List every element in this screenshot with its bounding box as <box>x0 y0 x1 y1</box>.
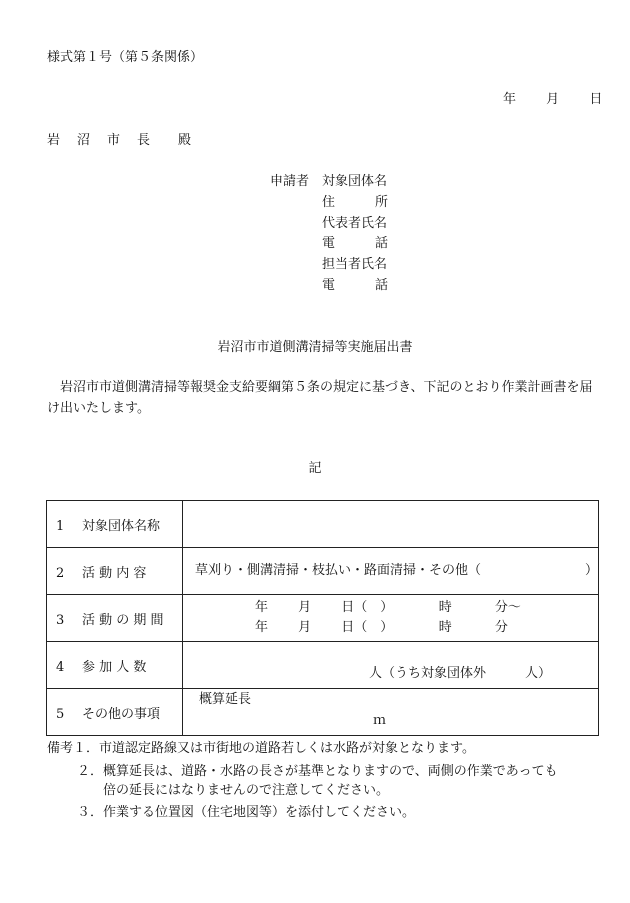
table-row <box>47 548 599 595</box>
activity-content-cell[interactable] <box>183 548 599 595</box>
applicant-field-phone-2 <box>322 278 388 299</box>
applicant-label: 申請者 <box>270 174 310 189</box>
row-number: 2 <box>56 565 65 581</box>
phone2-char-1: 電 <box>322 277 336 293</box>
applicant-field-phone-1 <box>322 236 388 257</box>
application-table <box>46 500 599 736</box>
other-unit: ｍ <box>373 713 387 728</box>
row-label-participants <box>47 642 183 689</box>
document-body: 岩沼市市道側溝清掃等報奨金支給要綱第５条の規定に基づき、下記のとおり作業計画書を届け出いたします。 <box>47 380 593 416</box>
row-label-text: 参 加 人 数 <box>82 659 147 675</box>
addressee <box>47 133 193 149</box>
applicant-field-org-name: 対象団体名 <box>322 174 388 189</box>
addressee-name: 岩 沼 市 長 <box>47 133 153 148</box>
row-label-text: 活 動 の 期 間 <box>82 612 164 628</box>
table-row <box>47 642 599 689</box>
org-name-cell[interactable] <box>183 501 599 548</box>
form-number: 様式第１号（第５条関係） <box>47 50 204 65</box>
row-label-other <box>47 689 183 736</box>
applicant-field-representative: 代表者氏名 <box>322 215 388 231</box>
row-number: 4 <box>56 659 65 675</box>
date-month: 月 <box>546 92 560 107</box>
note-3: ３．作業する位置図（住宅地図等）を添付してください。 <box>77 805 416 820</box>
addressee-suffix: 殿 <box>178 133 194 148</box>
period-end: 年 月 日（ ） 時 分 <box>255 620 508 635</box>
other-cell[interactable] <box>183 689 599 736</box>
row-number: 5 <box>56 706 65 722</box>
date-year: 年 <box>503 92 517 107</box>
date-line <box>503 92 602 108</box>
note-2-cont: 倍の延長にはなりませんので注意してください。 <box>103 783 390 798</box>
row-label-text: その他の事項 <box>82 706 161 722</box>
applicant-fields <box>322 174 388 299</box>
activity-content: 草刈り・側溝清掃・枝払い・路面清掃・その他（ ） <box>195 563 599 578</box>
table-row <box>47 595 599 642</box>
address-char-1: 住 <box>322 194 336 210</box>
participants-cell[interactable] <box>183 642 599 689</box>
phone1-char-1: 電 <box>322 236 336 252</box>
note-2: ２．概算延長は、道路・水路の長さが基準となりますので、両側の作業であっても <box>77 764 558 779</box>
phone1-char-2: 話 <box>374 236 388 252</box>
row-number: 3 <box>56 612 65 628</box>
period-start: 年 月 日（ ） 時 分～ <box>255 600 521 615</box>
table-row <box>47 689 599 736</box>
phone2-char-2: 話 <box>374 277 388 293</box>
row-label-org <box>47 501 183 548</box>
ki-marker: 記 <box>308 461 322 476</box>
address-char-2: 所 <box>374 194 388 210</box>
row-label-period <box>47 595 183 642</box>
document-title: 岩沼市市道側溝清掃等実施届出書 <box>217 340 413 355</box>
period-cell[interactable] <box>183 595 599 642</box>
row-number: 1 <box>56 518 65 534</box>
row-label-text: 対象団体名称 <box>82 518 161 534</box>
table-row <box>47 501 599 548</box>
note-1: 備考１．市道認定路線又は市街地の道路若しくは水路が対象となります。 <box>47 741 475 756</box>
participants-value: 人（うち対象団体外 人） <box>369 666 552 681</box>
row-label-activity <box>47 548 183 595</box>
other-label: 概算延長 <box>199 692 252 707</box>
applicant-field-address <box>322 195 388 216</box>
applicant-field-contact-person: 担当者氏名 <box>322 257 388 273</box>
date-day: 日 <box>589 92 603 107</box>
row-label-text: 活 動 内 容 <box>82 565 147 581</box>
